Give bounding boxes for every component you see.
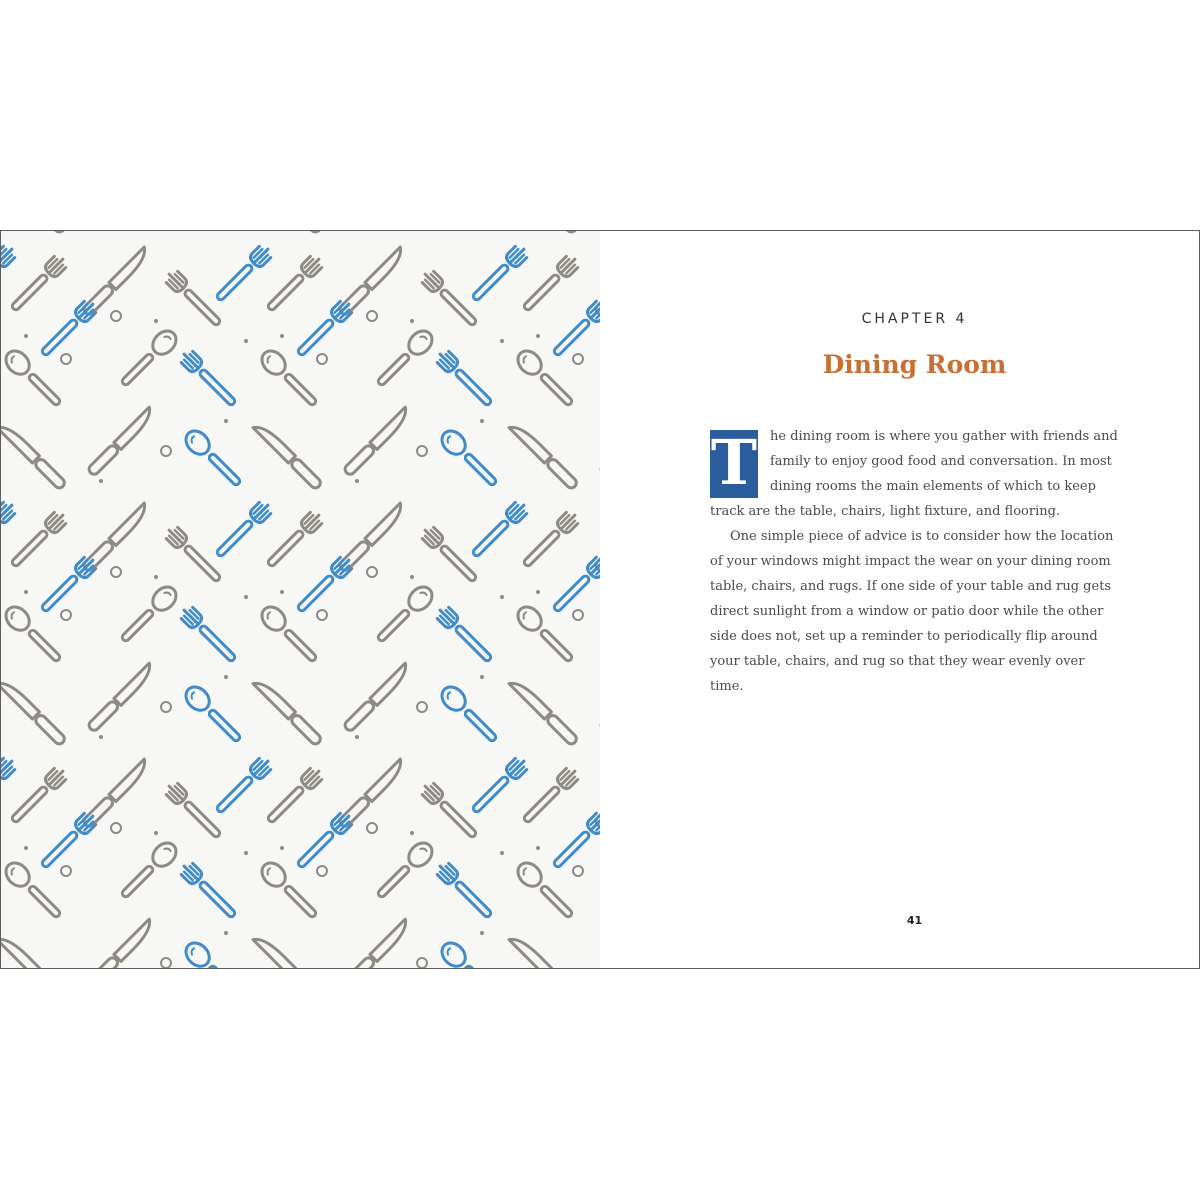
dot-ornament xyxy=(61,354,71,364)
dot-ornament xyxy=(573,354,583,364)
fork-icon xyxy=(213,755,274,816)
fork-icon xyxy=(1,243,18,304)
fork-icon xyxy=(550,810,600,871)
fork-icon xyxy=(1,499,18,560)
cutlery-pattern xyxy=(1,231,600,968)
dot-ornament xyxy=(410,319,414,323)
dot-ornament xyxy=(417,958,427,968)
spoon-icon xyxy=(181,426,245,490)
spoon-icon xyxy=(437,938,501,968)
spoon-icon xyxy=(513,858,577,922)
fork-icon xyxy=(419,268,480,329)
spoon-icon xyxy=(513,346,577,410)
spoon-icon xyxy=(257,602,321,666)
fork-icon xyxy=(38,810,99,871)
knife-icon xyxy=(87,407,156,476)
dot-ornament xyxy=(317,610,327,620)
knife-icon xyxy=(87,663,156,732)
knife-icon xyxy=(509,231,578,234)
fork-icon xyxy=(178,348,239,409)
fork-icon xyxy=(163,780,224,841)
chapter-title: Dining Room xyxy=(822,350,1007,379)
fork-icon xyxy=(520,765,581,826)
fork-icon xyxy=(163,268,224,329)
paragraph-1 xyxy=(710,424,1118,524)
dot-ornament xyxy=(154,319,158,323)
dot-ornament xyxy=(317,866,327,876)
spoon-icon xyxy=(372,838,436,902)
dot-ornament xyxy=(280,334,284,338)
fork-icon xyxy=(178,604,239,665)
fork-icon xyxy=(419,780,480,841)
knife-icon xyxy=(1,231,66,234)
dot-ornament xyxy=(573,610,583,620)
dot-ornament xyxy=(280,590,284,594)
fork-icon xyxy=(8,765,69,826)
spoon-icon xyxy=(116,326,180,390)
dot-ornament xyxy=(24,590,28,594)
fork-icon xyxy=(8,509,69,570)
dot-ornament xyxy=(111,567,121,577)
fork-icon xyxy=(469,755,530,816)
knife-icon xyxy=(343,663,412,732)
page-number: 41 xyxy=(906,914,923,927)
dot-ornament xyxy=(355,735,359,739)
dot-ornament xyxy=(500,851,504,855)
dot-ornament xyxy=(500,339,504,343)
fork-icon xyxy=(213,499,274,560)
dot-ornament xyxy=(154,575,158,579)
dot-ornament xyxy=(500,595,504,599)
spoon-icon xyxy=(1,346,65,410)
knife-icon xyxy=(253,677,322,746)
dot-ornament xyxy=(61,866,71,876)
dot-ornament xyxy=(317,354,327,364)
fork-icon xyxy=(469,243,530,304)
spoon-icon xyxy=(257,346,321,410)
knife-icon xyxy=(509,677,578,746)
dot-ornament xyxy=(61,610,71,620)
dot-ornament xyxy=(355,479,359,483)
dot-ornament xyxy=(417,446,427,456)
dot-ornament xyxy=(480,675,484,679)
spoon-icon xyxy=(372,326,436,390)
fork-icon xyxy=(264,765,325,826)
dot-ornament xyxy=(244,851,248,855)
spoon-icon xyxy=(116,582,180,646)
chapter-label: CHAPTER 4 xyxy=(861,311,968,327)
spoon-icon xyxy=(513,602,577,666)
dot-ornament xyxy=(573,866,583,876)
fork-icon xyxy=(8,253,69,314)
fork-icon xyxy=(469,499,530,560)
drop-cap: T xyxy=(710,426,758,499)
knife-icon xyxy=(253,231,322,234)
dot-ornament xyxy=(244,339,248,343)
fork-icon xyxy=(550,298,600,359)
book-spread xyxy=(0,230,1200,969)
knife-icon xyxy=(509,421,578,490)
dot-ornament xyxy=(154,831,158,835)
spoon-icon xyxy=(1,858,65,922)
cutlery-pattern-page xyxy=(1,231,600,968)
fork-icon xyxy=(178,860,239,921)
fork-icon xyxy=(294,810,355,871)
dot-ornament xyxy=(410,575,414,579)
dot-ornament xyxy=(280,846,284,850)
knife-icon xyxy=(253,933,322,968)
dot-ornament xyxy=(367,567,377,577)
paragraph-1-text: he dining room is where you gather with friends and family to enjoy good food and conversation. In most dining rooms the main elements of which to keep track are the table, chairs, light fixture, and flooring. xyxy=(710,429,1118,519)
fork-icon xyxy=(294,298,355,359)
fork-icon xyxy=(550,554,600,615)
chapter-body xyxy=(710,424,1118,699)
dot-ornament xyxy=(536,846,540,850)
fork-icon xyxy=(264,253,325,314)
knife-icon xyxy=(1,421,66,490)
dot-ornament xyxy=(99,735,103,739)
fork-icon xyxy=(520,253,581,314)
fork-icon xyxy=(434,860,495,921)
spoon-icon xyxy=(181,231,245,235)
fork-icon xyxy=(38,298,99,359)
spoon-icon xyxy=(181,938,245,968)
spoon-icon xyxy=(437,231,501,235)
dot-ornament xyxy=(367,311,377,321)
dot-ornament xyxy=(99,479,103,483)
dot-ornament xyxy=(367,823,377,833)
dot-ornament xyxy=(161,958,171,968)
knife-icon xyxy=(1,933,66,968)
knife-icon xyxy=(1,677,66,746)
dot-ornament xyxy=(161,446,171,456)
dot-ornament xyxy=(224,675,228,679)
spoon-icon xyxy=(257,858,321,922)
fork-icon xyxy=(294,554,355,615)
dot-ornament xyxy=(224,931,228,935)
dot-ornament xyxy=(111,311,121,321)
fork-icon xyxy=(434,604,495,665)
fork-icon xyxy=(264,509,325,570)
dot-ornament xyxy=(536,590,540,594)
fork-icon xyxy=(434,348,495,409)
fork-icon xyxy=(520,509,581,570)
knife-icon xyxy=(253,421,322,490)
knife-icon xyxy=(87,919,156,968)
spoon-icon xyxy=(181,682,245,746)
dot-ornament xyxy=(224,419,228,423)
chapter-page xyxy=(600,231,1199,968)
spoon-icon xyxy=(116,838,180,902)
dot-ornament xyxy=(480,419,484,423)
fork-icon xyxy=(163,524,224,585)
dot-ornament xyxy=(161,702,171,712)
spoon-icon xyxy=(437,682,501,746)
spoon-icon xyxy=(1,602,65,666)
dot-ornament xyxy=(24,334,28,338)
knife-icon xyxy=(343,919,412,968)
paragraph-2: One simple piece of advice is to consider how the location of your windows might impact the wear on your dining room table, chairs, and rugs. If one side of your table and rug gets direct sunlight from a window or patio door while the other side does not, set up a reminder to periodically flip around your table, chairs, and rug so that they wear evenly over time. xyxy=(710,529,1114,694)
dot-ornament xyxy=(480,931,484,935)
spoon-icon xyxy=(437,426,501,490)
fork-icon xyxy=(1,755,18,816)
fork-icon xyxy=(38,554,99,615)
dot-ornament xyxy=(244,595,248,599)
fork-icon xyxy=(213,243,274,304)
dot-ornament xyxy=(111,823,121,833)
fork-icon xyxy=(419,524,480,585)
dot-ornament xyxy=(24,846,28,850)
knife-icon xyxy=(509,933,578,968)
knife-icon xyxy=(343,407,412,476)
dot-ornament xyxy=(417,702,427,712)
dot-ornament xyxy=(410,831,414,835)
spoon-icon xyxy=(372,582,436,646)
dot-ornament xyxy=(536,334,540,338)
